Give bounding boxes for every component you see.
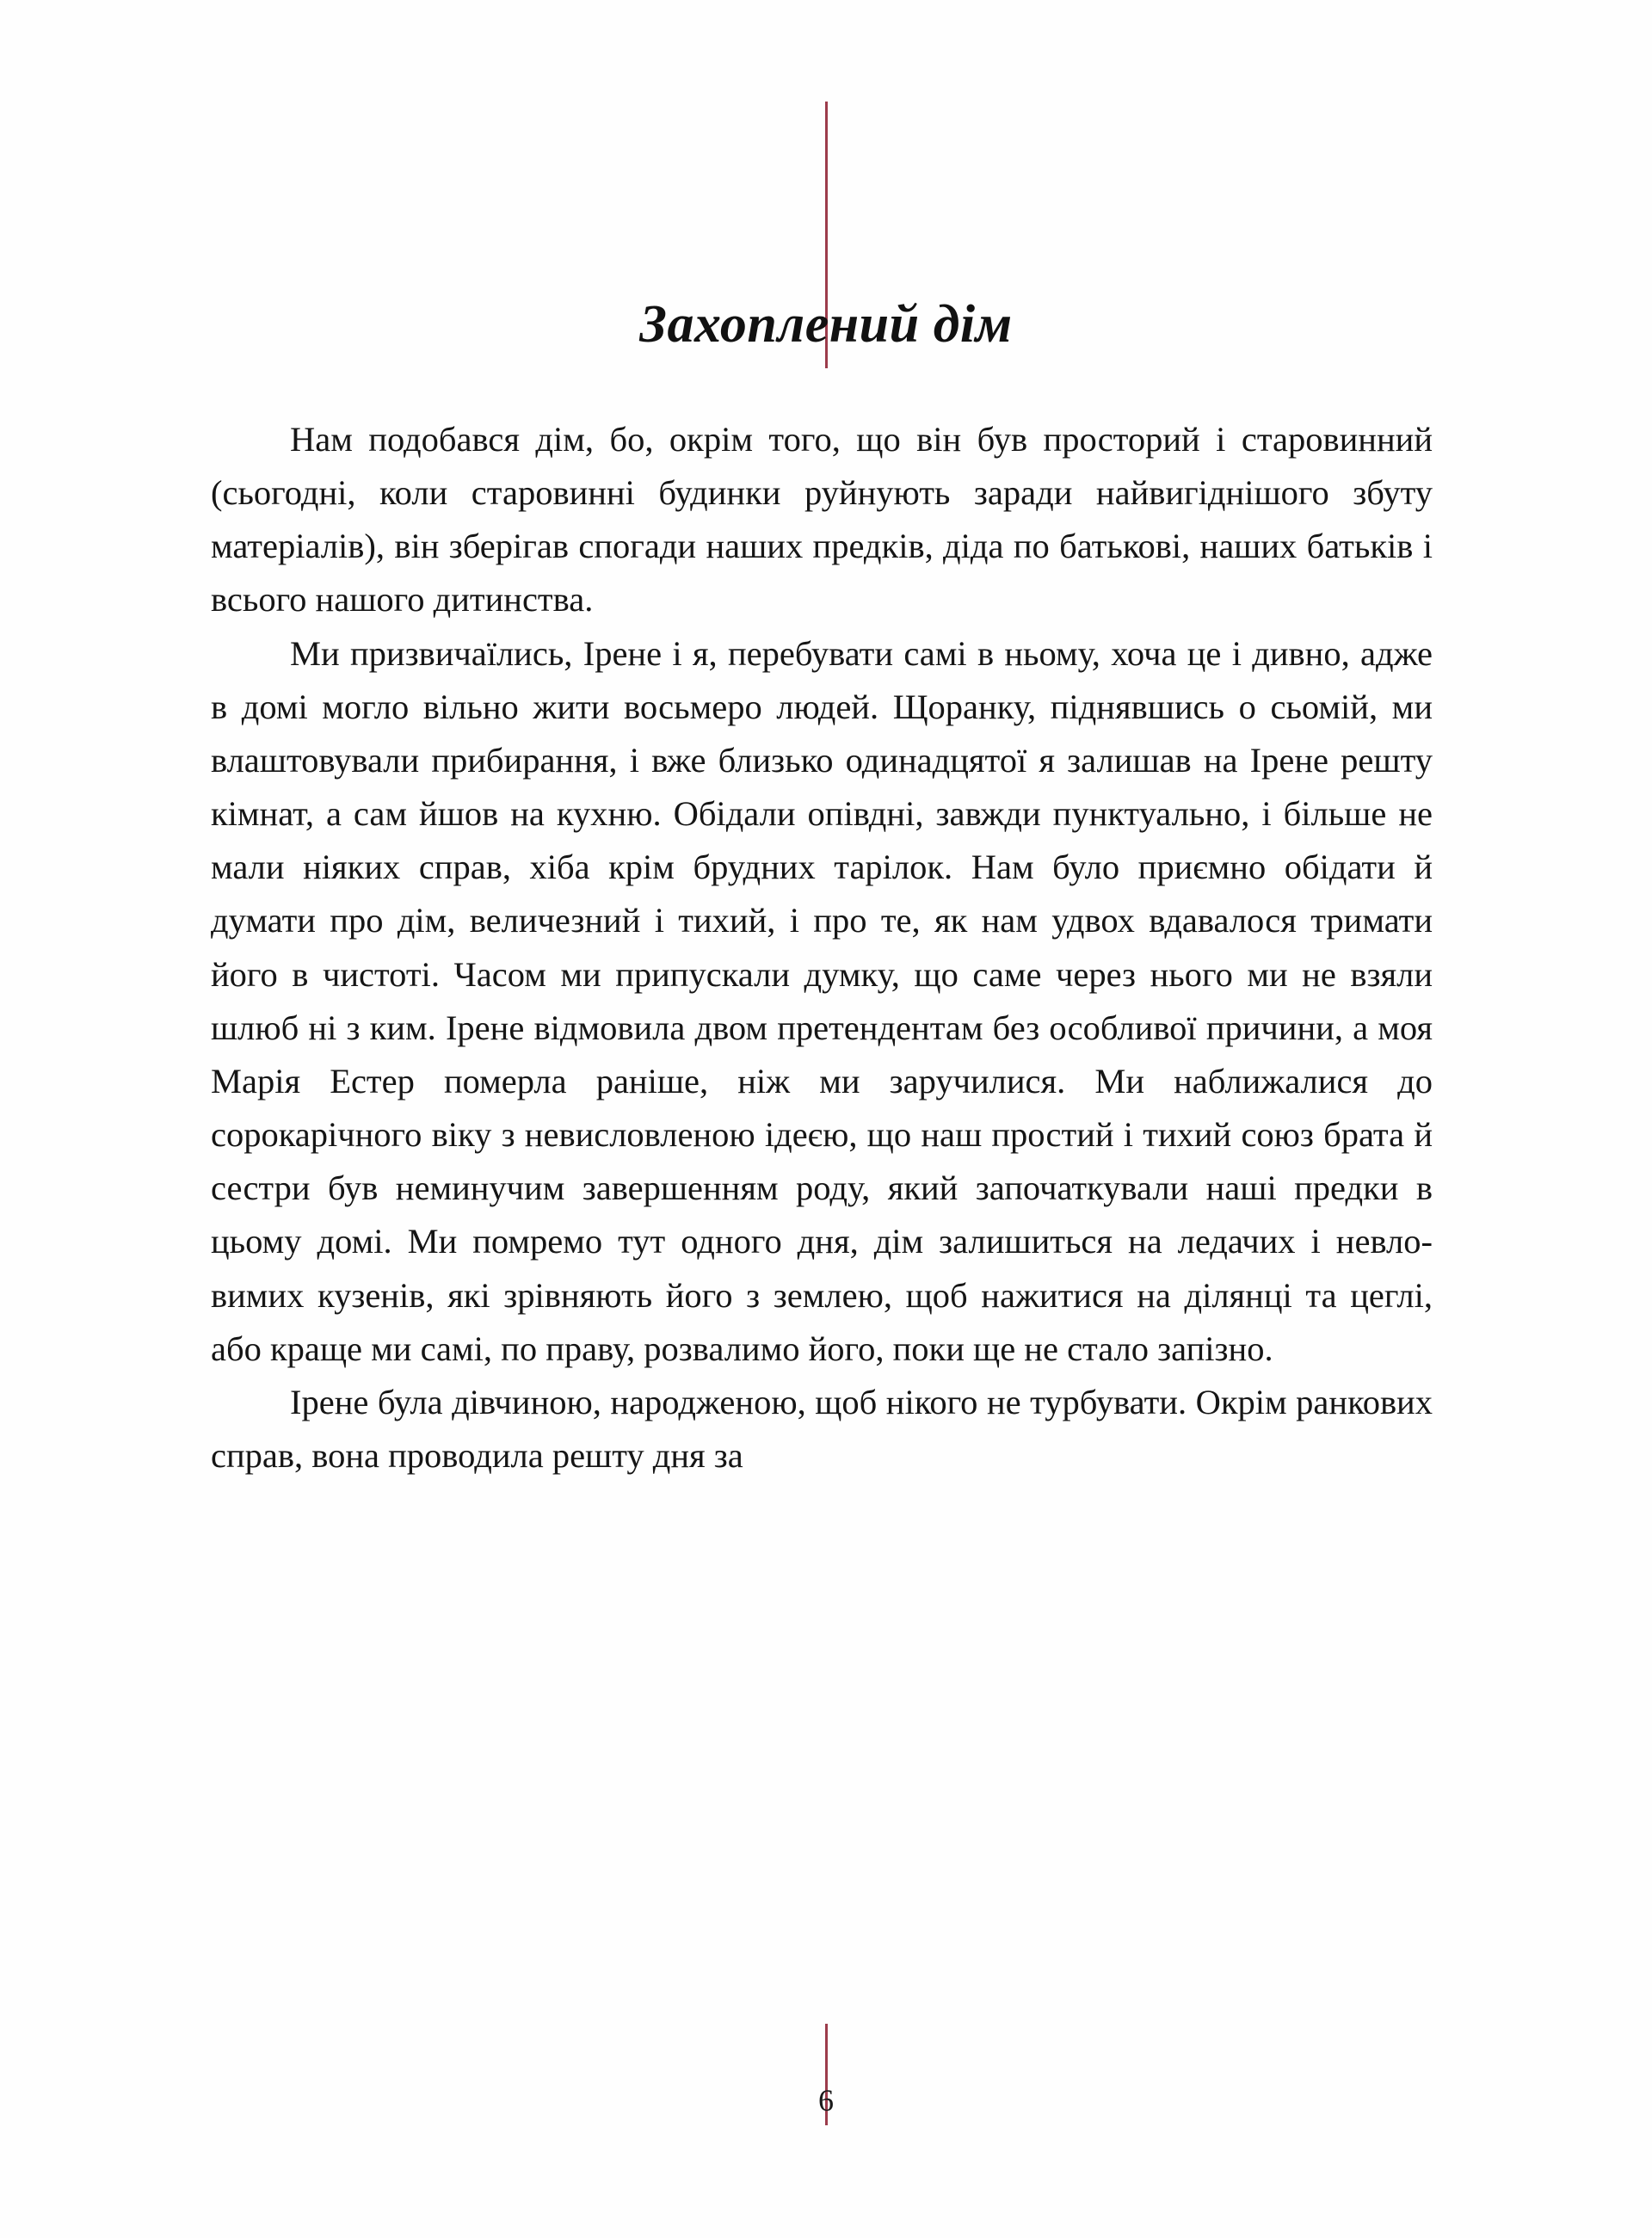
paragraph: Ми призвичаїлись, Ірене і я, перебувати самі в ньому, хоча це і дивно, адже в домі могло вільно жити восьмеро людей. Щоранку, піднявшись о сьомій, ми влаштовували прибирання, і вже близько одинадцятої я залишав на Ірене решту кімнат, а сам йшов на кухню. Обідали опівдні, завжди пунктуально, і більше не мали ніяких справ, хіба крім брудних тарілок. Нам було приємно обідати й думати про дім, величезний і тихий, і про те, як нам удвох вдавалося тримати його в чистоті. Часом ми припускали думку, що саме через нього ми не взяли шлюб ні з ким. Ірене відмовила двом претендентам без особливої причини, а моя Марія Естер померла раніше, ніж ми заручилися. Ми наближалися до сорокарічного віку з невисловленою ідеєю, що наш простий і тихий союз брата й сестри був неминучим завершенням роду, який започаткували наші предки в цьому домі. Ми помремо тут одного дня, дім залишиться на ледачих і невловимих кузенів, які зрівняють його з землею, щоб нажитися на ділянці та цеглі, або краще ми самі, по праву, розвалимо його, поки ще не стало запізно.	[211, 633, 1433, 1368]
page-title: Захоплений дім	[639, 294, 1013, 354]
body-text	[211, 413, 1433, 1483]
paragraph: Ірене була дівчиною, народженою, щоб нікого не турбувати. Окрім ранкових справ, вона проводила решту дня за	[211, 1382, 1433, 1475]
paragraph: Нам подобався дім, бо, окрім того, що він був просторий і старовинний (сьогодні, коли старовинні будинки руйнують заради найвигіднішого збуту матеріалів), він зберігав спогади наших предків, діда по батькові, наших батьків і всього нашого дитинства.	[211, 420, 1433, 620]
page-number: 6	[818, 2083, 834, 2118]
